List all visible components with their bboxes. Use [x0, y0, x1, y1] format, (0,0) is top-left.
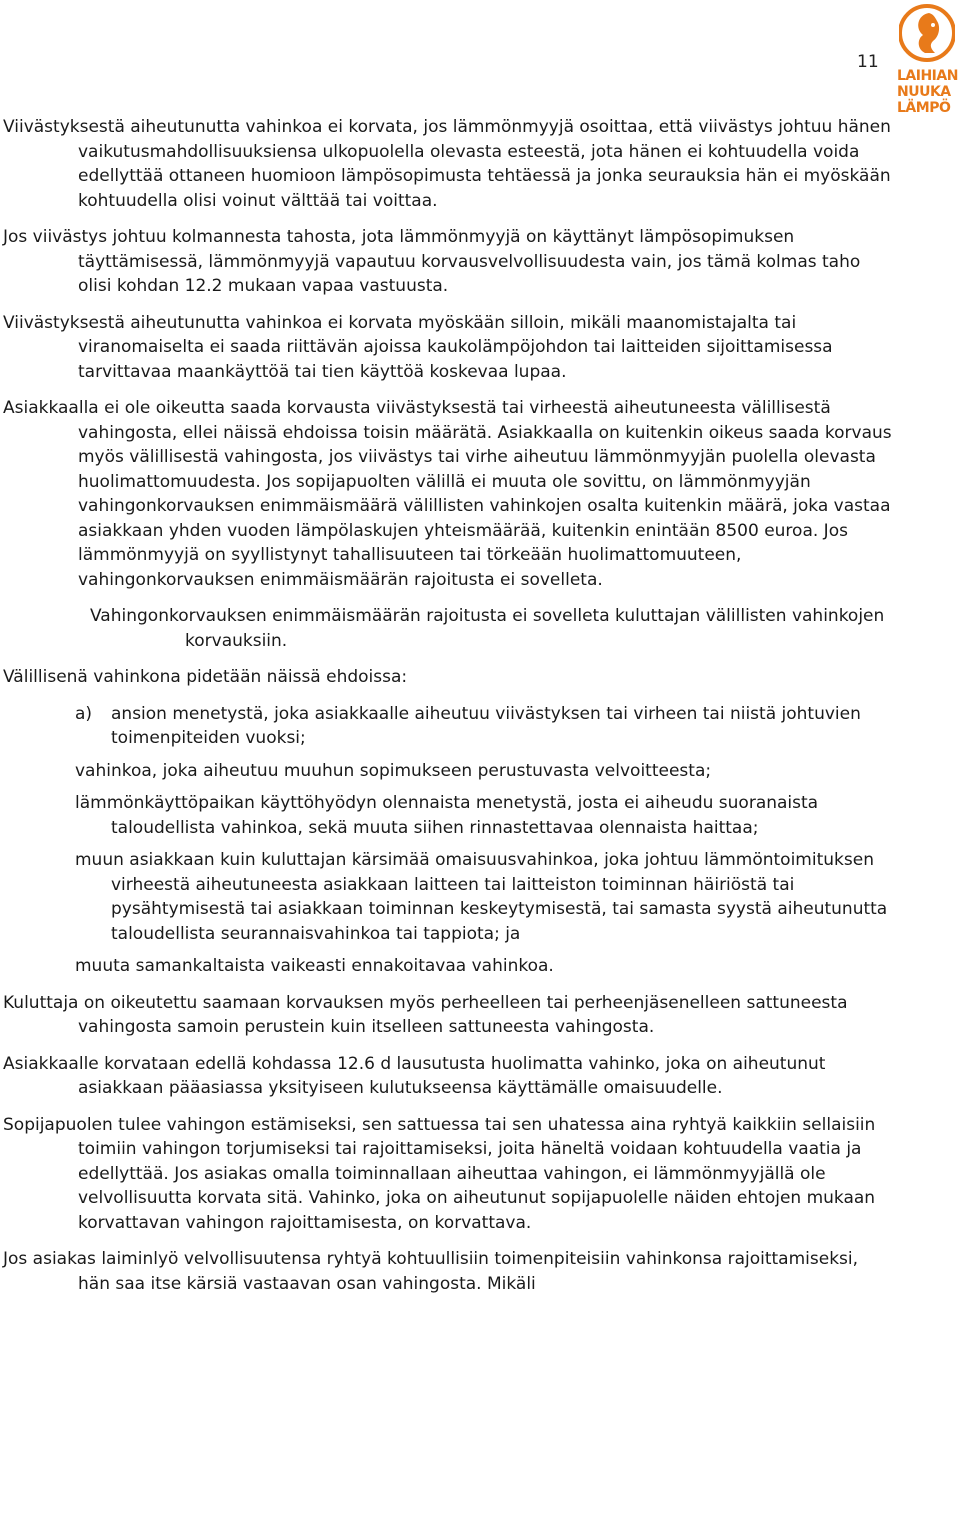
- list-item: [0, 954, 895, 979]
- list-item: [0, 759, 895, 784]
- logo-line: NUUKA: [897, 84, 951, 100]
- paragraph: Kuluttaja on oikeutettu saamaan korvauksen myös perheelleen tai perheenjäsenelleen sattuneesta vahingosta samoin perustein kuin itselleen sattuneesta vahingosta.: [3, 992, 848, 1037]
- list-item-text: muuta samankaltaista vaikeasti ennakoitavaa vahinkoa.: [75, 956, 554, 976]
- list-item: [0, 848, 895, 946]
- paragraph: Välillisenä vahinkona pidetään näissä ehdoissa:: [3, 667, 408, 687]
- company-logo: [895, 3, 959, 121]
- list-item-text: lämmönkäyttöpaikan käyttöhyödyn olennaista menetystä, josta ei aiheudu suoranaista taloudellista vahinkoa, sekä muuta siihen rinnastettavaa olennaista haittaa;: [75, 793, 819, 838]
- list-item-text: muun asiakkaan kuin kuluttajan kärsimää omaisuusvahinkoa, joka johtuu lämmöntoimituksen virheestä aiheutuneesta asiakkaan laitteen tai laitteiston toiminnan häiriöstä tai pysähtymisestä tai asiakkaan toiminnan keskeytymisestä, tai samasta syystä aiheutunutta taloudellista seurannaisvahinkoa tai tappiota; ja: [75, 850, 888, 944]
- list-item-text: vahinkoa, joka aiheutuu muuhun sopimukseen perustuvasta velvoitteesta;: [75, 760, 712, 781]
- squirrel-logo-icon: [899, 3, 955, 65]
- paragraph: Jos asiakas laiminlyö velvollisuutensa ryhtyä kohtuullisiin toimenpiteisiin vahinkonsa rajoittamiseksi, hän saa itse kärsiä vastaavan osan vahingosta. Mikäli: [3, 1249, 859, 1294]
- paragraph: Asiakkaalla ei ole oikeutta saada korvausta viivästyksestä tai virheestä aiheutuneesta välillisestä vahingosta, ellei näissä ehdoissa toisin määrätä. Asiakkaalla on kuitenkin oikeus saada korvaus myös välillisestä vahingosta, jos viivästys tai virhe aiheutuu lämmönmyyjän puolella olevasta huolimattomuudesta. Jos sopijapuolten välillä ei muuta ole sovittu, on lämmönmyyjän vahingonkorvauksen enimmäismäärä välillisten vahinkojen osalta kuitenkin määrä, joka vastaa asiakkaan yhden vuoden lämpölaskujen yhteismäärää, kuitenkin enintään 8500 euroa. Jos lämmönmyyjä on syyllistynyt tahallisuuteen tai törkeään huolimattomuuteen, vahingonkorvauksen enimmäismäärän rajoitusta ei sovelleta.: [3, 398, 892, 590]
- paragraph: Asiakkaalle korvataan edellä kohdassa 12.6 d lausutusta huolimatta vahinko, joka on aiheutunut asiakkaan pääasiassa yksityiseen kulutukseensa käyttämälle omaisuudelle.: [3, 1053, 826, 1098]
- list-item: [0, 702, 895, 751]
- list-marker: a): [75, 703, 93, 724]
- paragraph: Viivästyksestä aiheutunutta vahinkoa ei korvata myöskään silloin, mikäli maanomistajalta tai viranomaiselta ei saada riittävän ajoissa kaukolämpöjohdon tai laitteiden sijoittamisessa tarvittavaa maankäyttöä tai tien käyttöä koskevaa lupaa.: [3, 312, 833, 382]
- paragraph: Viivästyksestä aiheutunutta vahinkoa ei korvata, jos lämmönmyyjä osoittaa, että viivästys johtuu hänen vaikutusmahdollisuuksiensa ulkopuolella olevasta esteestä, jota hänen ei kohtuudella voida edellyttää ottaneen huomioon lämpösopimusta tehtäessä ja jonka seurauksia hän ei myöskään kohtuudella olisi voinut välttää tai voittaa.: [3, 117, 891, 211]
- logo-line: LÄMPÖ: [897, 100, 951, 116]
- list-item: [0, 791, 895, 840]
- logo-wordmark: [897, 68, 959, 116]
- list-item-text: ansion menetystä, joka asiakkaalle aiheutuu viivästyksen tai virheen tai niistä johtuvien toimenpiteiden vuoksi;: [111, 703, 861, 748]
- document-body: [0, 115, 895, 1308]
- paragraph: Vahingonkorvauksen enimmäismäärän rajoitusta ei sovelleta kuluttajan välillisten vahinkojen korvauksiin.: [90, 606, 885, 651]
- paragraph: Sopijapuolen tulee vahingon estämiseksi, sen sattuessa tai sen uhatessa aina ryhtyä kaikkiin sellaisiin toimiin vahingon torjumiseksi tai rajoittamiseksi, joita häneltä voidaan kohtuudella vaatia ja edellyttää. Jos asiakas omalla toiminnallaan aiheuttaa vahingon, ei lämmönmyyjällä ole velvollisuutta korvata sitä. Vahinko, joka on aiheutunut sopijapuolelle näiden ehtojen mukaan korvattavan vahingon rajoittamisesta, on korvattava.: [3, 1114, 876, 1233]
- page-number: 11: [857, 52, 879, 72]
- logo-line: LAIHIAN: [897, 68, 958, 84]
- paragraph: Jos viivästys johtuu kolmannesta tahosta, jota lämmönmyyjä on käyttänyt lämpösopimuksen täyttämisessä, lämmönmyyjä vapautuu korvausvelvollisuudesta vain, jos tämä kolmas taho olisi kohdan 12.2 mukaan vapaa vastuusta.: [3, 227, 861, 296]
